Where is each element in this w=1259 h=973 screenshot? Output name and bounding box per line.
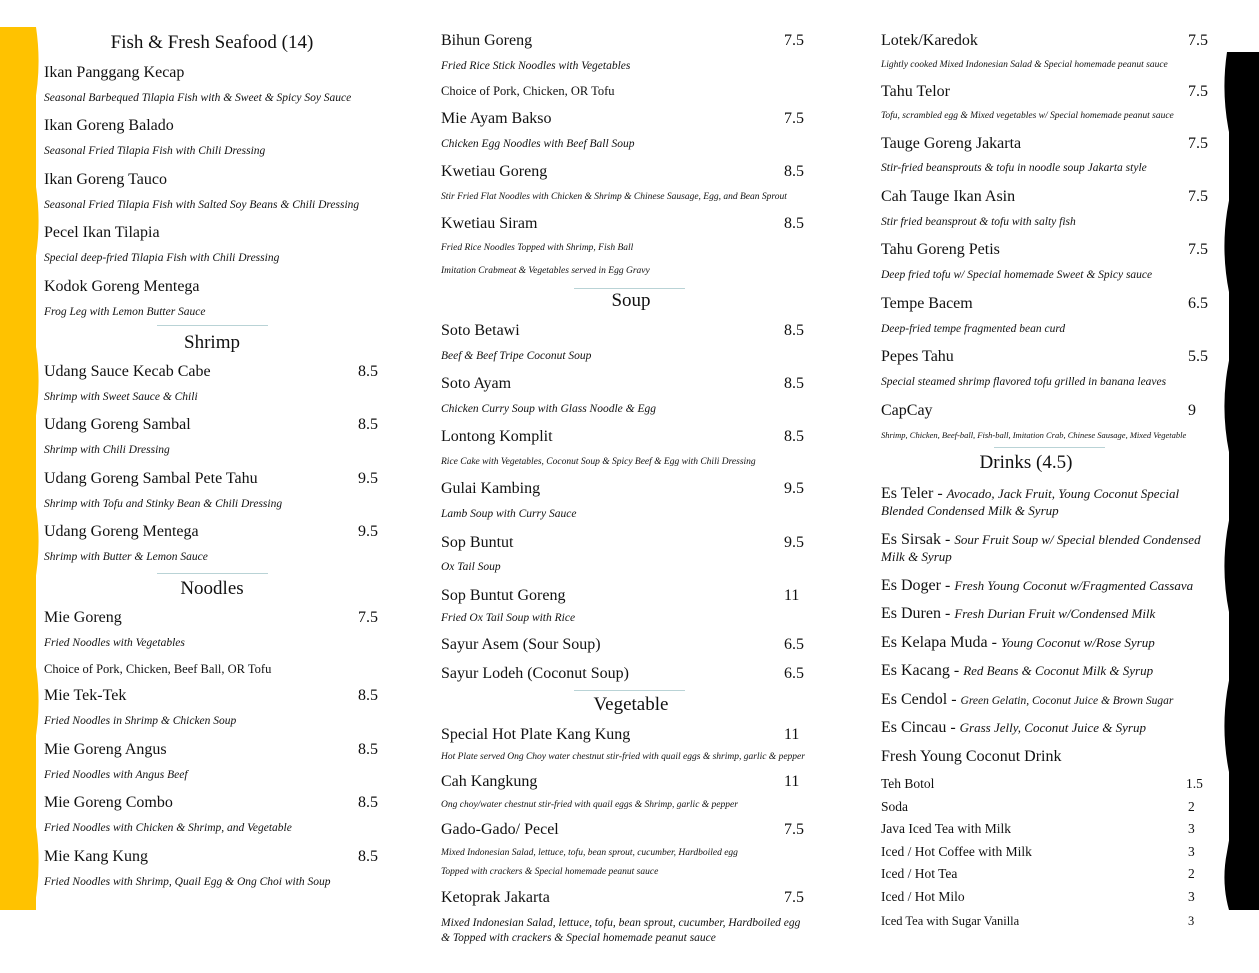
drink-name: Es Sirsak xyxy=(881,531,941,548)
item-name: Udang Goreng Sambal xyxy=(44,416,191,433)
item-price: 8.5 xyxy=(784,375,804,392)
item-name: Tahu Goreng Petis xyxy=(881,241,1000,258)
drink-item: Iced / Hot Tea xyxy=(881,866,958,881)
item-price: 7.5 xyxy=(784,32,804,49)
item-price: 8.5 xyxy=(358,416,378,433)
section-title-noodles: Noodles xyxy=(180,578,244,599)
item-desc: Shrimp with Tofu and Stinky Bean & Chili Dressing xyxy=(44,498,283,510)
drink-item: Java Iced Tea with Milk xyxy=(881,821,1012,836)
section-title-vegetable: Vegetable xyxy=(593,694,669,715)
item-name: Mie Goreng Combo xyxy=(44,794,173,811)
drink-desc: Red Beans & Coconut Milk & Syrup xyxy=(963,663,1154,678)
drink-price: 3 xyxy=(1188,914,1195,928)
item-price: 11 xyxy=(784,587,800,604)
item-name: Lotek/Karedok xyxy=(881,32,978,49)
item-desc: Deep fried tofu w/ Special homemade Sweet & Spicy sauce xyxy=(881,269,1153,281)
item-name: CapCay xyxy=(881,402,933,419)
drink-item: Es Sirsak - Sour Fruit Soup w/ Special blended Condensed Milk & Syrup xyxy=(881,531,1201,564)
item-desc: & Topped with crackers & Special homemade peanut sauce xyxy=(441,932,716,944)
item-desc: Mixed Indonesian Salad, lettuce, tofu, bean sprout, cucumber, Hardboiled egg xyxy=(441,848,738,858)
item-desc: Fried Noodles in Shrimp & Chicken Soup xyxy=(44,715,237,727)
item-desc: Fried Noodles with Vegetables xyxy=(44,637,185,649)
item-name: Gado-Gado/ Pecel xyxy=(441,821,559,838)
item-price: 9 xyxy=(1188,402,1196,419)
item-desc: Fried Noodles with Shrimp, Quail Egg & Ong Choi with Soup xyxy=(44,876,331,888)
drink-desc: Young Coconut w/Rose Syrup xyxy=(1000,635,1155,650)
drink-name: Es Cendol xyxy=(881,691,948,708)
item-price: 6.5 xyxy=(784,665,804,682)
item-desc: Seasonal Barbequed Tilapia Fish with & Sweet & Spicy Soy Sauce xyxy=(44,92,352,104)
item-name: Kodok Goreng Mentega xyxy=(44,278,200,295)
drink-name: Es Cincau xyxy=(881,719,947,736)
item-price: 7.5 xyxy=(1188,135,1208,152)
drink-item: Es Kelapa Muda - Young Coconut w/Rose Syrup xyxy=(881,634,1155,651)
item-name: Mie Ayam Bakso xyxy=(441,110,552,127)
item-price: 9.5 xyxy=(358,523,378,540)
item-price: 8.5 xyxy=(358,363,378,380)
item-price: 8.5 xyxy=(784,428,804,445)
item-desc: Shrimp with Sweet Sauce & Chili xyxy=(44,391,198,403)
item-desc: Shrimp, Chicken, Beef-ball, Fish-ball, Imitation Crab, Chinese Sausage, Mixed Vegetable xyxy=(881,430,1187,440)
item-desc: Shrimp with Butter & Lemon Sauce xyxy=(44,551,208,563)
drink-item: Iced Tea with Sugar Vanilla xyxy=(881,914,1020,928)
item-name: Cah Kangkung xyxy=(441,773,538,790)
item-name: Special Hot Plate Kang Kung xyxy=(441,726,631,743)
item-name: Pecel Ikan Tilapia xyxy=(44,224,160,241)
item-name: Kwetiau Goreng xyxy=(441,163,548,180)
section-divider xyxy=(574,690,685,691)
item-price: 9.5 xyxy=(784,534,804,551)
item-price: 7.5 xyxy=(1188,241,1208,258)
item-desc: Rice Cake with Vegetables, Coconut Soup & Spicy Beef & Egg with Chili Dressing xyxy=(441,457,756,467)
item-name: Sop Buntut Goreng xyxy=(441,587,566,604)
item-desc: Stir Fried Flat Noodles with Chicken & Shrimp & Chinese Sausage, Egg, and Bean Sprout xyxy=(441,192,787,202)
item-desc: Seasonal Fried Tilapia Fish with Salted Soy Beans & Chili Dressing xyxy=(44,199,360,211)
item-name: Ketoprak Jakarta xyxy=(441,889,550,906)
item-price: 8.5 xyxy=(358,794,378,811)
item-price: 5.5 xyxy=(1188,348,1208,365)
item-desc: Hot Plate served Ong Choy water chestnut stir-fried with quail eggs & shrimp, garlic & pepper xyxy=(441,752,805,762)
item-name: Mie Goreng Angus xyxy=(44,741,167,758)
drink-price: 3 xyxy=(1188,821,1195,836)
item-desc: Imitation Crabmeat & Vegetables served in Egg Gravy xyxy=(441,266,650,276)
item-price: 7.5 xyxy=(1188,32,1208,49)
item-price: 7.5 xyxy=(1188,83,1208,100)
item-desc: Topped with crackers & Special homemade peanut sauce xyxy=(441,867,659,877)
drink-desc: Green Gelatin, Coconut Juice & Brown Sugar xyxy=(960,695,1174,707)
drink-desc: Fresh Durian Fruit w/Condensed Milk xyxy=(954,606,1156,621)
item-name: Kwetiau Siram xyxy=(441,215,538,232)
drink-item: Es Doger - Fresh Young Coconut w/Fragmented Cassava xyxy=(881,577,1194,594)
item-desc: Stir fried beansprout & tofu with salty fish xyxy=(881,216,1076,228)
item-name: Sayur Asem (Sour Soup) xyxy=(441,636,601,653)
section-title-drinks: Drinks (4.5) xyxy=(979,452,1073,473)
item-name: Lontong Komplit xyxy=(441,428,553,445)
item-name: Mie Tek-Tek xyxy=(44,687,127,704)
item-price: 7.5 xyxy=(1188,188,1208,205)
drink-item xyxy=(881,748,1211,765)
drink-desc: Grass Jelly, Coconut Juice & Syrup xyxy=(959,720,1146,735)
section-divider xyxy=(574,288,685,289)
item-desc: Shrimp with Chili Dressing xyxy=(44,444,170,456)
item-name: Tauge Goreng Jakarta xyxy=(881,135,1022,152)
item-price: 7.5 xyxy=(784,889,804,906)
wavy-edge-icon xyxy=(30,27,44,910)
drink-name: Es Kacang xyxy=(881,662,950,679)
item-desc: Mixed Indonesian Salad, lettuce, tofu, bean sprout, cucumber, Hardboiled egg xyxy=(441,917,801,929)
item-price: 11 xyxy=(784,773,800,790)
item-price: 6.5 xyxy=(784,636,804,653)
drink-desc: Sour Fruit Soup w/ Special blended Condensed Milk & Syrup xyxy=(881,532,1201,564)
drink-name: Es Kelapa Muda xyxy=(881,634,988,651)
item-name: Ikan Panggang Kecap xyxy=(44,64,185,81)
item-name: Udang Goreng Sambal Pete Tahu xyxy=(44,470,258,487)
item-price: 8.5 xyxy=(358,741,378,758)
item-desc: Fried Rice Stick Noodles with Vegetables xyxy=(441,60,631,72)
section-divider xyxy=(994,447,1105,448)
item-desc: Ong choy/water chestnut stir-fried with quail eggs & Shrimp, garlic & pepper xyxy=(441,800,738,810)
drink-item: Es Cendol - Green Gelatin, Coconut Juice & Brown Sugar xyxy=(881,691,1174,708)
drink-item: Es Cincau - Grass Jelly, Coconut Juice & Syrup xyxy=(881,719,1146,736)
drink-item: Es Duren - Fresh Durian Fruit w/Condensed Milk xyxy=(881,605,1156,622)
section-divider xyxy=(157,325,268,326)
item-desc: Tofu, scrambled egg & Mixed vegetables w/ Special homemade peanut sauce xyxy=(881,111,1174,121)
item-name: Udang Goreng Mentega xyxy=(44,523,199,540)
item-price: 7.5 xyxy=(784,110,804,127)
item-desc: Ox Tail Soup xyxy=(441,561,501,573)
item-name: Soto Betawi xyxy=(441,322,520,339)
item-desc: Fried Rice Noodles Topped with Shrimp, Fish Ball xyxy=(441,243,634,253)
item-note: Choice of Pork, Chicken, Beef Ball, OR Tofu xyxy=(44,662,272,676)
item-price: 8.5 xyxy=(358,687,378,704)
section-title-soup: Soup xyxy=(611,290,651,311)
item-desc: Fried Noodles with Angus Beef xyxy=(44,769,188,781)
item-name: Gulai Kambing xyxy=(441,480,541,497)
section-title-shrimp: Shrimp xyxy=(184,332,240,353)
item-name: Tahu Telor xyxy=(881,83,950,100)
item-price: 7.5 xyxy=(784,821,804,838)
item-name: Ikan Goreng Tauco xyxy=(44,171,167,188)
drink-name: Fresh Young Coconut Drink xyxy=(881,748,1062,765)
item-name: Mie Kang Kung xyxy=(44,848,148,865)
drink-item: Iced / Hot Coffee with Milk xyxy=(881,844,1032,859)
section-divider xyxy=(157,573,268,574)
item-price: 7.5 xyxy=(358,609,378,626)
item-desc: Fried Noodles with Chicken & Shrimp, and Vegetable xyxy=(44,822,292,834)
drink-name: Es Teler xyxy=(881,485,934,502)
item-price: 6.5 xyxy=(1188,295,1208,312)
item-desc: Special deep-fried Tilapia Fish with Chili Dressing xyxy=(44,252,280,264)
item-desc: Seasonal Fried Tilapia Fish with Chili Dressing xyxy=(44,145,266,157)
item-name: Sop Buntut xyxy=(441,534,514,551)
item-desc: Lightly cooked Mixed Indonesian Salad & Special homemade peanut sauce xyxy=(881,60,1168,70)
left-decorative-band xyxy=(0,27,36,910)
item-desc: Special steamed shrimp flavored tofu grilled in banana leaves xyxy=(881,376,1167,388)
drink-item: Es Kacang - Red Beans & Coconut Milk & Syrup xyxy=(881,662,1154,679)
item-name: Mie Goreng xyxy=(44,609,122,626)
drink-desc: Avocado, Jack Fruit, Young Coconut Special Blended Condensed Milk & Syrup xyxy=(881,486,1180,518)
item-name: Cah Tauge Ikan Asin xyxy=(881,188,1016,205)
item-name: Udang Sauce Kecab Cabe xyxy=(44,363,211,380)
item-desc: Lamb Soup with Curry Sauce xyxy=(441,508,577,520)
item-price: 9.5 xyxy=(358,470,378,487)
item-price: 8.5 xyxy=(784,215,804,232)
item-desc: Fried Ox Tail Soup with Rice xyxy=(441,612,576,624)
drink-item: Iced / Hot Milo xyxy=(881,889,965,904)
item-price: 11 xyxy=(784,726,800,743)
item-name: Sayur Lodeh (Coconut Soup) xyxy=(441,665,629,682)
item-desc: Stir-fried beansprouts & tofu in noodle soup Jakarta style xyxy=(881,162,1147,174)
drink-name: Es Duren xyxy=(881,605,941,622)
item-desc: Chicken Curry Soup with Glass Noodle & Egg xyxy=(441,403,656,415)
item-desc: Deep-fried tempe fragmented bean curd xyxy=(881,323,1066,335)
item-price: 8.5 xyxy=(358,848,378,865)
section-title-fish: Fish & Fresh Seafood (14) xyxy=(110,32,314,53)
item-name: Pepes Tahu xyxy=(881,348,954,365)
drink-desc: Fresh Young Coconut w/Fragmented Cassava xyxy=(954,578,1194,593)
item-name: Ikan Goreng Balado xyxy=(44,117,174,134)
item-price: 8.5 xyxy=(784,163,804,180)
item-name: Tempe Bacem xyxy=(881,295,973,312)
item-desc: Beef & Beef Tripe Coconut Soup xyxy=(441,350,592,362)
drink-price: 1.5 xyxy=(1186,776,1203,791)
drink-price: 3 xyxy=(1188,844,1195,859)
drink-name: Es Doger xyxy=(881,577,941,594)
drink-item: Teh Botol xyxy=(881,776,935,791)
item-note: Choice of Pork, Chicken, OR Tofu xyxy=(441,84,615,98)
drink-item: Soda xyxy=(881,799,908,814)
item-desc: Frog Leg with Lemon Butter Sauce xyxy=(44,306,206,318)
item-price: 8.5 xyxy=(784,322,804,339)
drink-item: Es Teler - Avocado, Jack Fruit, Young Coconut Special Blended Condensed Milk & Syrup xyxy=(881,485,1180,518)
wavy-edge-icon xyxy=(1223,52,1233,910)
item-name: Soto Ayam xyxy=(441,375,512,392)
drink-price: 2 xyxy=(1188,799,1195,814)
right-decorative-band xyxy=(1229,52,1259,910)
item-desc: Chicken Egg Noodles with Beef Ball Soup xyxy=(441,138,635,150)
drink-price: 2 xyxy=(1188,866,1195,881)
item-name: Bihun Goreng xyxy=(441,32,533,49)
item-price: 9.5 xyxy=(784,480,804,497)
drink-price: 3 xyxy=(1188,889,1195,904)
